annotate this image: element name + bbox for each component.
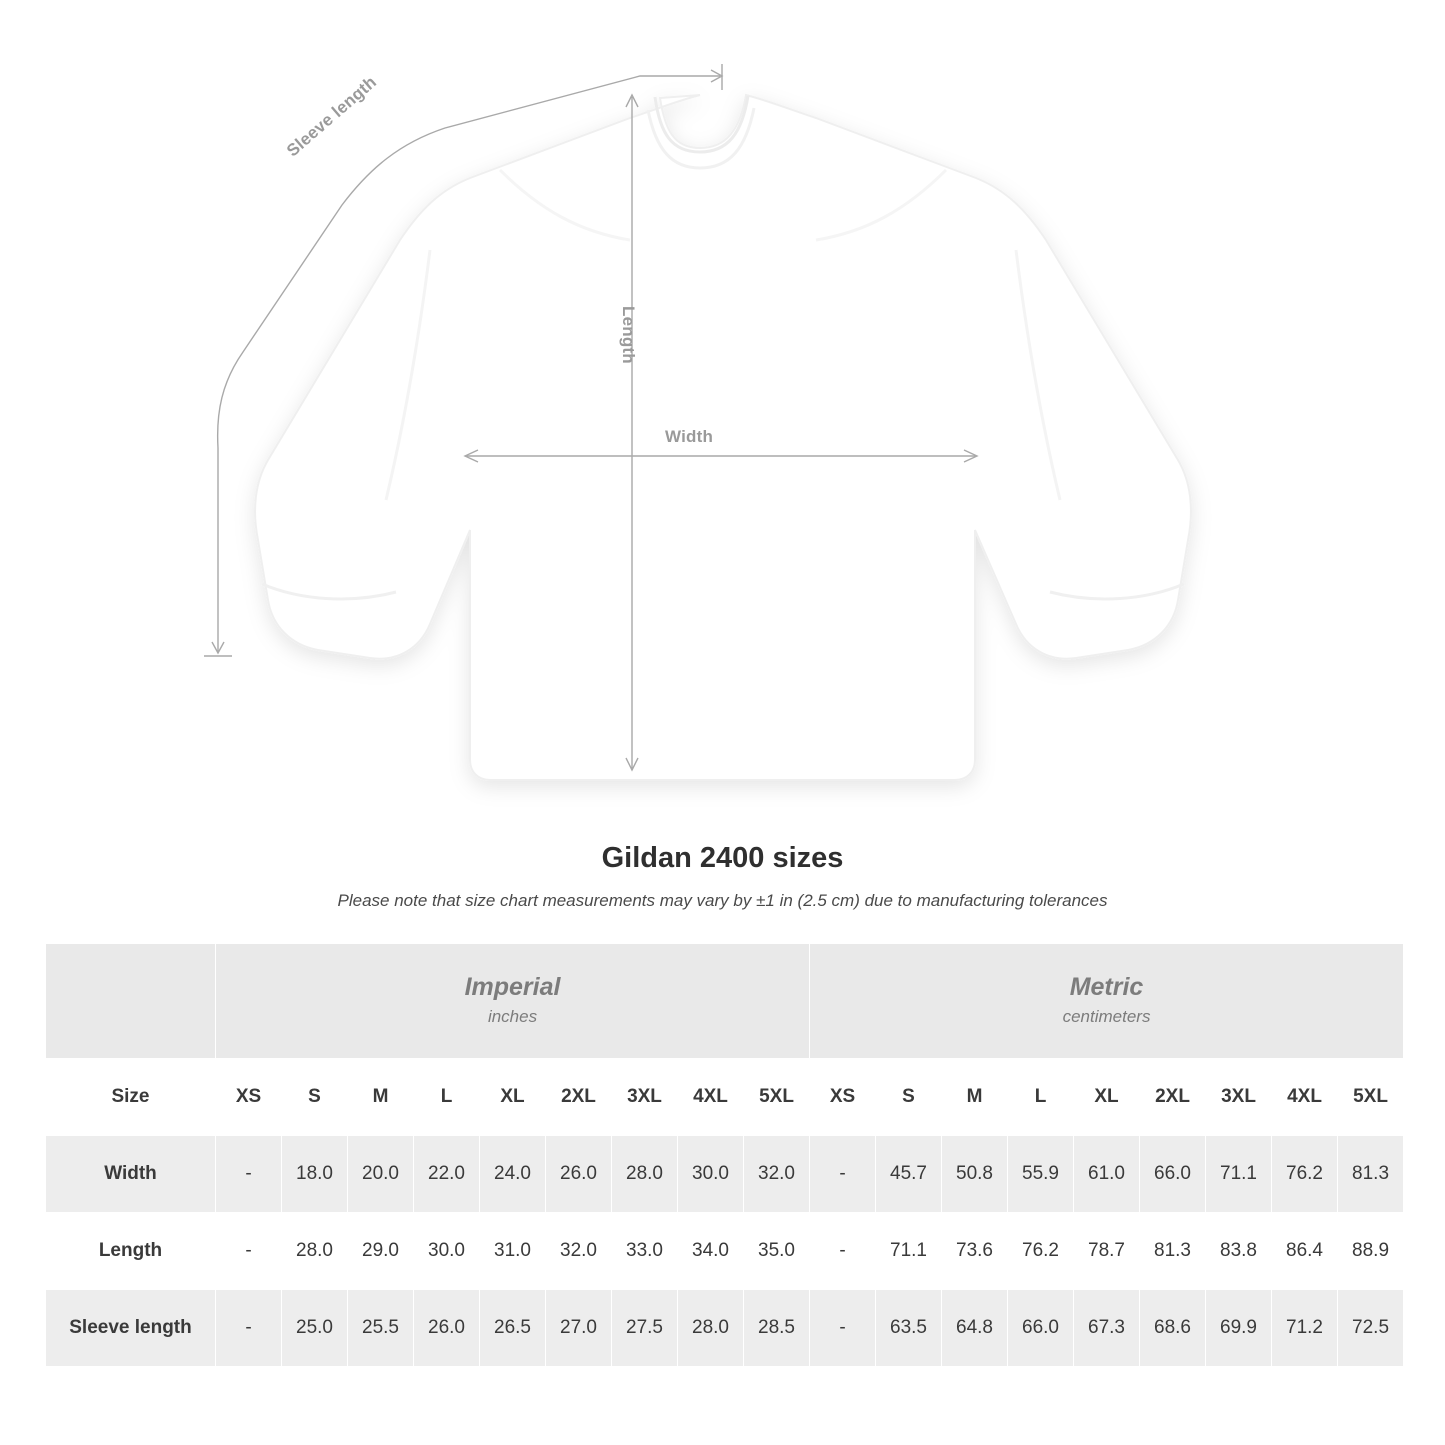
cell-length-metric-m: 73.6 bbox=[942, 1213, 1008, 1290]
cell-width-imperial-l: 22.0 bbox=[414, 1136, 480, 1213]
page-title: Gildan 2400 sizes bbox=[601, 842, 844, 874]
cell-length-imperial-xs: - bbox=[216, 1213, 282, 1290]
cell-length-metric-2xl: 81.3 bbox=[1140, 1213, 1206, 1290]
cell-width-metric-xl: 61.0 bbox=[1074, 1136, 1140, 1213]
header-metric-l: L bbox=[1008, 1059, 1074, 1136]
length-label: Length bbox=[619, 306, 638, 364]
unit-metric-name: Metric bbox=[1069, 972, 1144, 1001]
sleeve-length-label: Sleeve length bbox=[283, 72, 381, 161]
cell-width-imperial-2xl: 26.0 bbox=[546, 1136, 612, 1213]
cell-length-metric-4xl: 86.4 bbox=[1272, 1213, 1338, 1290]
cell-width-metric-5xl: 81.3 bbox=[1338, 1136, 1404, 1213]
row-label-length: Length bbox=[46, 1213, 216, 1290]
header-metric-xl: XL bbox=[1074, 1059, 1140, 1136]
header-imperial-3xl: 3XL bbox=[612, 1059, 678, 1136]
header-metric-5xl: 5XL bbox=[1338, 1059, 1404, 1136]
size-header-row bbox=[46, 1059, 1404, 1136]
unit-metric-sub: centimeters bbox=[1062, 1007, 1151, 1027]
width-label: Width bbox=[665, 427, 714, 446]
cell-length-metric-5xl: 88.9 bbox=[1338, 1213, 1404, 1290]
header-metric-m: M bbox=[942, 1059, 1008, 1136]
header-metric-3xl: 3XL bbox=[1206, 1059, 1272, 1136]
shirt-shape bbox=[255, 95, 1191, 780]
size-table bbox=[45, 943, 1404, 1367]
cell-width-imperial-5xl: 32.0 bbox=[744, 1136, 810, 1213]
size-table-wrapper bbox=[45, 943, 1400, 1367]
unit-group-metric bbox=[810, 944, 1404, 1059]
cell-sleeve-imperial-xs: - bbox=[216, 1290, 282, 1367]
cell-length-metric-xl: 78.7 bbox=[1074, 1213, 1140, 1290]
cell-length-imperial-xl: 31.0 bbox=[480, 1213, 546, 1290]
unit-group-imperial bbox=[216, 944, 810, 1059]
cell-sleeve-metric-m: 64.8 bbox=[942, 1290, 1008, 1367]
header-metric-xs: XS bbox=[810, 1059, 876, 1136]
cell-length-imperial-4xl: 34.0 bbox=[678, 1213, 744, 1290]
cell-length-metric-s: 71.1 bbox=[876, 1213, 942, 1290]
table-row bbox=[46, 1136, 1404, 1213]
header-size: Size bbox=[46, 1059, 216, 1136]
header-imperial-l: L bbox=[414, 1059, 480, 1136]
cell-sleeve-imperial-2xl: 27.0 bbox=[546, 1290, 612, 1367]
cell-length-imperial-l: 30.0 bbox=[414, 1213, 480, 1290]
cell-length-metric-xs: - bbox=[810, 1213, 876, 1290]
unit-header-row bbox=[46, 944, 1404, 1059]
row-label-width: Width bbox=[46, 1136, 216, 1213]
cell-sleeve-imperial-xl: 26.5 bbox=[480, 1290, 546, 1367]
cell-sleeve-metric-l: 66.0 bbox=[1008, 1290, 1074, 1367]
cell-width-metric-4xl: 76.2 bbox=[1272, 1136, 1338, 1213]
title-block bbox=[0, 842, 1445, 911]
cell-width-metric-2xl: 66.0 bbox=[1140, 1136, 1206, 1213]
unit-imperial-sub: inches bbox=[487, 1007, 538, 1027]
cell-width-imperial-3xl: 28.0 bbox=[612, 1136, 678, 1213]
header-metric-4xl: 4XL bbox=[1272, 1059, 1338, 1136]
cell-length-imperial-5xl: 35.0 bbox=[744, 1213, 810, 1290]
cell-width-metric-xs: - bbox=[810, 1136, 876, 1213]
cell-width-metric-l: 55.9 bbox=[1008, 1136, 1074, 1213]
cell-width-metric-3xl: 71.1 bbox=[1206, 1136, 1272, 1213]
header-imperial-m: M bbox=[348, 1059, 414, 1136]
cell-sleeve-imperial-4xl: 28.0 bbox=[678, 1290, 744, 1367]
cell-sleeve-metric-s: 63.5 bbox=[876, 1290, 942, 1367]
cell-length-imperial-m: 29.0 bbox=[348, 1213, 414, 1290]
cell-sleeve-imperial-3xl: 27.5 bbox=[612, 1290, 678, 1367]
cell-width-imperial-m: 20.0 bbox=[348, 1136, 414, 1213]
cell-width-imperial-xl: 24.0 bbox=[480, 1136, 546, 1213]
unit-header-spacer bbox=[46, 944, 216, 1059]
header-imperial-4xl: 4XL bbox=[678, 1059, 744, 1136]
cell-sleeve-metric-4xl: 71.2 bbox=[1272, 1290, 1338, 1367]
table-row bbox=[46, 1290, 1404, 1367]
cell-length-metric-l: 76.2 bbox=[1008, 1213, 1074, 1290]
cell-width-imperial-4xl: 30.0 bbox=[678, 1136, 744, 1213]
header-imperial-2xl: 2XL bbox=[546, 1059, 612, 1136]
cell-sleeve-metric-5xl: 72.5 bbox=[1338, 1290, 1404, 1367]
row-label-sleeve-length: Sleeve length bbox=[46, 1290, 216, 1367]
cell-width-imperial-xs: - bbox=[216, 1136, 282, 1213]
cell-sleeve-metric-xs: - bbox=[810, 1290, 876, 1367]
cell-sleeve-imperial-5xl: 28.5 bbox=[744, 1290, 810, 1367]
header-metric-s: S bbox=[876, 1059, 942, 1136]
cell-length-metric-3xl: 83.8 bbox=[1206, 1213, 1272, 1290]
cell-sleeve-metric-2xl: 68.6 bbox=[1140, 1290, 1206, 1367]
header-imperial-xs: XS bbox=[216, 1059, 282, 1136]
header-imperial-5xl: 5XL bbox=[744, 1059, 810, 1136]
cell-sleeve-imperial-m: 25.5 bbox=[348, 1290, 414, 1367]
cell-length-imperial-s: 28.0 bbox=[282, 1213, 348, 1290]
cell-sleeve-metric-xl: 67.3 bbox=[1074, 1290, 1140, 1367]
cell-width-metric-s: 45.7 bbox=[876, 1136, 942, 1213]
cell-sleeve-imperial-l: 26.0 bbox=[414, 1290, 480, 1367]
tolerance-note: Please note that size chart measurements may vary by ±1 in (2.5 cm) due to manufacturing tolerances bbox=[337, 891, 1108, 910]
header-metric-2xl: 2XL bbox=[1140, 1059, 1206, 1136]
cell-width-imperial-s: 18.0 bbox=[282, 1136, 348, 1213]
table-row bbox=[46, 1213, 1404, 1290]
cell-length-imperial-3xl: 33.0 bbox=[612, 1213, 678, 1290]
header-imperial-xl: XL bbox=[480, 1059, 546, 1136]
cell-width-metric-m: 50.8 bbox=[942, 1136, 1008, 1213]
unit-imperial-name: Imperial bbox=[464, 972, 561, 1001]
header-imperial-s: S bbox=[282, 1059, 348, 1136]
cell-sleeve-imperial-s: 25.0 bbox=[282, 1290, 348, 1367]
cell-sleeve-metric-3xl: 69.9 bbox=[1206, 1290, 1272, 1367]
cell-length-imperial-2xl: 32.0 bbox=[546, 1213, 612, 1290]
